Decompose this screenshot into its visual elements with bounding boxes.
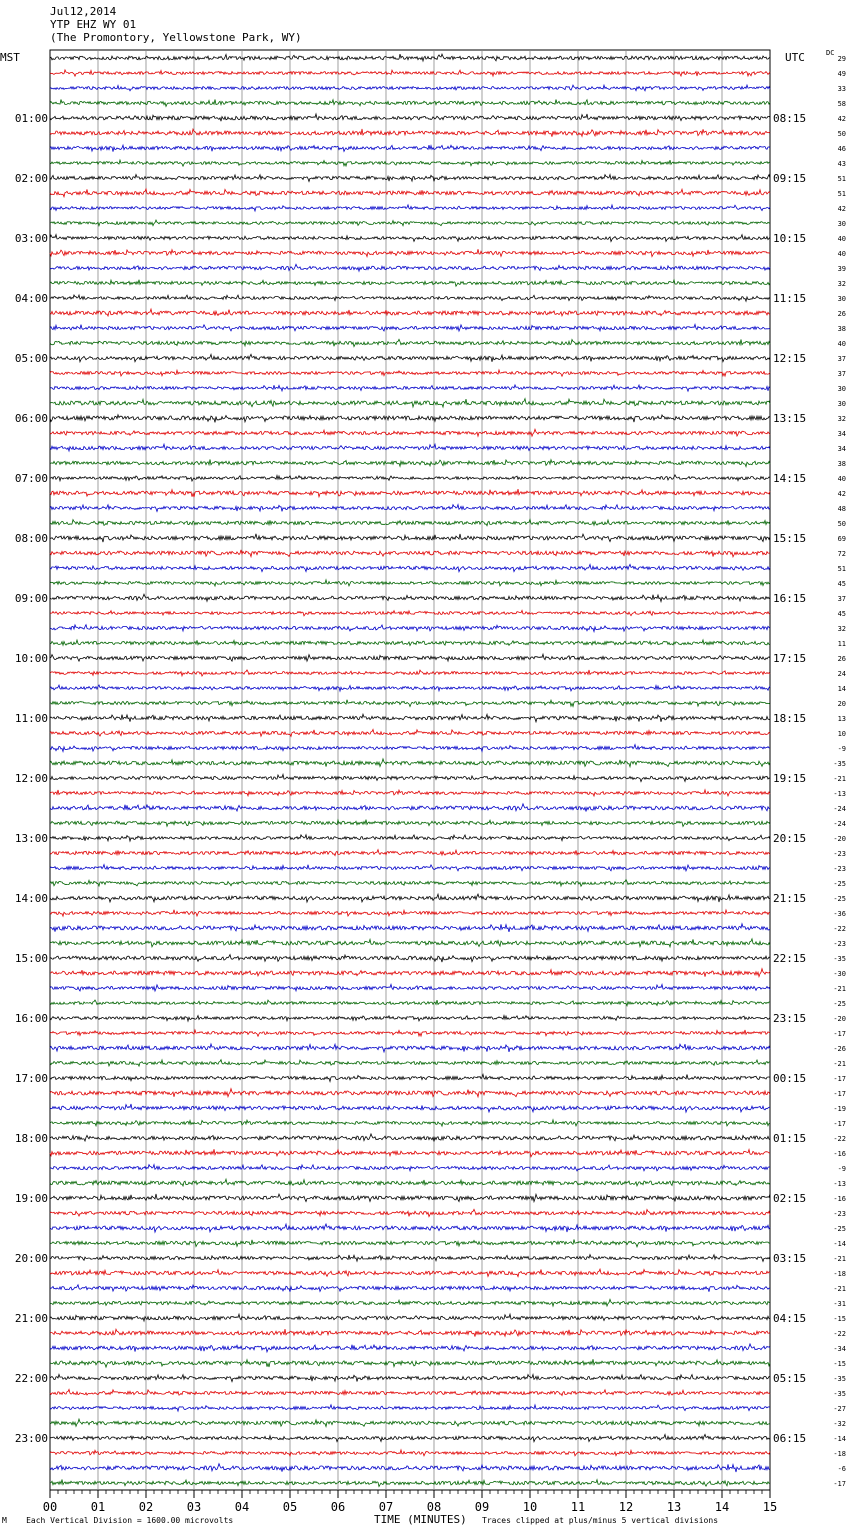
dc-offset-label: 13 xyxy=(837,715,846,723)
dc-offset-label: -25 xyxy=(833,880,846,888)
scale-note xyxy=(2,1516,233,1525)
seismic-trace xyxy=(50,685,770,691)
seismic-trace xyxy=(50,520,770,526)
dc-offset-label: 11 xyxy=(837,640,846,648)
seismic-trace xyxy=(50,969,770,977)
dc-offset-label: 50 xyxy=(837,130,846,138)
x-tick-label: 09 xyxy=(474,1500,490,1514)
seismic-trace xyxy=(50,610,770,615)
clip-note: Traces clipped at plus/minus 5 vertical divisions xyxy=(482,1516,719,1525)
dc-offset-label: 39 xyxy=(837,265,846,273)
mst-hour-label: 17:00 xyxy=(14,1072,48,1085)
seismic-trace xyxy=(50,205,770,211)
dc-offset-label: -22 xyxy=(833,1135,846,1143)
seismic-trace xyxy=(50,804,770,812)
seismic-trace xyxy=(50,54,770,61)
seismic-trace xyxy=(50,1314,770,1321)
dc-offset-label: -17 xyxy=(833,1030,846,1038)
dc-offset-label: 48 xyxy=(837,505,846,513)
dc-offset-label: -13 xyxy=(833,1180,846,1188)
dc-offset-label: -21 xyxy=(833,985,846,993)
seismic-trace xyxy=(50,1405,770,1411)
mst-hour-label: 18:00 xyxy=(14,1132,48,1145)
utc-hour-label: 14:15 xyxy=(773,472,807,485)
dc-offset-label: -26 xyxy=(833,1045,846,1053)
dc-offset-label: 51 xyxy=(837,175,846,183)
corner-mark: M xyxy=(2,1516,7,1525)
x-tick-label: 03 xyxy=(186,1500,202,1514)
dc-offset-label: -23 xyxy=(833,865,846,873)
utc-hour-label: 18:15 xyxy=(773,712,807,725)
seismic-trace xyxy=(50,1074,770,1081)
dc-offset-label: -25 xyxy=(833,1000,846,1008)
dc-offset-label: -6 xyxy=(837,1465,846,1473)
mst-hour-label: 05:00 xyxy=(14,352,48,365)
seismic-trace xyxy=(50,534,770,542)
dc-offset-label: 30 xyxy=(837,385,846,393)
dc-offset-label: -34 xyxy=(833,1345,846,1353)
dc-offset-label: -17 xyxy=(833,1075,846,1083)
seismic-trace xyxy=(50,324,770,331)
dc-offset-label: 40 xyxy=(837,340,846,348)
seismic-trace xyxy=(50,1450,770,1456)
seismic-trace xyxy=(50,1209,770,1216)
utc-hour-label: 09:15 xyxy=(773,172,807,185)
seismic-trace xyxy=(50,505,770,512)
dc-offset-label: 24 xyxy=(837,670,846,678)
dc-offset-label: 26 xyxy=(837,310,846,318)
x-tick-label: 06 xyxy=(330,1500,346,1514)
dc-offset-label: -36 xyxy=(833,910,846,918)
seismic-trace xyxy=(50,339,770,346)
utc-hour-label: 23:15 xyxy=(773,1012,807,1025)
seismic-trace xyxy=(50,415,770,423)
x-tick-label: 04 xyxy=(234,1500,250,1514)
utc-hour-label: 15:15 xyxy=(773,532,807,545)
seismic-trace xyxy=(50,939,770,947)
dc-offset-label: -25 xyxy=(833,1225,846,1233)
seismic-trace xyxy=(50,835,770,841)
dc-offset-label: 58 xyxy=(837,100,846,108)
utc-hour-label: 13:15 xyxy=(773,412,807,425)
dc-offset-label: 72 xyxy=(837,550,846,558)
seismic-trace xyxy=(50,1374,770,1381)
dc-offset-label: 32 xyxy=(837,625,846,633)
dc-offset-label: -35 xyxy=(833,760,846,768)
x-tick-label: 11 xyxy=(570,1500,586,1514)
utc-hour-label: 11:15 xyxy=(773,292,807,305)
seismic-trace xyxy=(50,1434,770,1441)
seismic-trace xyxy=(50,1194,770,1202)
dc-offset-label: 10 xyxy=(837,730,846,738)
mst-hour-label: 21:00 xyxy=(14,1312,48,1325)
dc-offset-label: 30 xyxy=(837,295,846,303)
dc-offset-label: 34 xyxy=(837,445,846,453)
dc-offset-label: -13 xyxy=(833,790,846,798)
seismic-trace xyxy=(50,370,770,376)
seismic-trace xyxy=(50,85,770,91)
mst-hour-label: 16:00 xyxy=(14,1012,48,1025)
seismic-trace xyxy=(50,580,770,586)
seismic-trace xyxy=(50,1030,770,1036)
seismic-trace xyxy=(50,264,770,271)
dc-offset-label: 26 xyxy=(837,655,846,663)
seismic-trace xyxy=(50,729,770,736)
dc-offset-label: -24 xyxy=(833,820,846,828)
x-tick-label: 12 xyxy=(618,1500,634,1514)
dc-offset-label: 50 xyxy=(837,520,846,528)
seismic-trace xyxy=(50,924,770,932)
utc-hour-label: 22:15 xyxy=(773,952,807,965)
mst-hour-label: 07:00 xyxy=(14,472,48,485)
station-code: YTP EHZ WY 01 xyxy=(50,18,137,31)
seismic-trace xyxy=(50,1480,770,1487)
seismic-trace xyxy=(50,865,770,871)
seismic-trace xyxy=(50,475,770,481)
dc-offset-label: 40 xyxy=(837,250,846,258)
mst-hour-label: 20:00 xyxy=(14,1252,48,1265)
dc-offset-label: -15 xyxy=(833,1315,846,1323)
seismic-trace xyxy=(50,820,770,827)
x-tick-label: 00 xyxy=(42,1500,58,1514)
seismic-trace xyxy=(50,429,770,436)
seismic-trace xyxy=(50,309,770,316)
seismic-trace xyxy=(50,1016,770,1022)
right-timezone-label: UTC xyxy=(785,51,805,64)
dc-offset-label: -15 xyxy=(833,1360,846,1368)
utc-hour-label: 06:15 xyxy=(773,1432,807,1445)
x-axis-title: TIME (MINUTES) xyxy=(374,1513,467,1526)
dc-offset-label: -35 xyxy=(833,955,846,963)
seismic-trace xyxy=(50,910,770,917)
dc-offset-label: -32 xyxy=(833,1420,846,1428)
dc-offset-label: -22 xyxy=(833,925,846,933)
dc-offset-label: 49 xyxy=(837,70,846,78)
seismic-trace xyxy=(50,745,770,752)
dc-offset-label: -14 xyxy=(833,1435,846,1443)
mst-hour-label: 22:00 xyxy=(14,1372,48,1385)
seismic-trace xyxy=(50,1104,770,1112)
dc-offset-label: 43 xyxy=(837,160,846,168)
seismic-trace xyxy=(50,160,770,166)
seismic-trace xyxy=(50,984,770,991)
seismic-trace xyxy=(50,1344,770,1352)
seismic-trace xyxy=(50,654,770,661)
seismic-trace xyxy=(50,1269,770,1277)
seismic-trace xyxy=(50,850,770,856)
seismic-trace xyxy=(50,114,770,121)
seismic-trace xyxy=(50,1329,770,1337)
dc-offset-label: -18 xyxy=(833,1450,846,1458)
seismic-trace xyxy=(50,220,770,226)
dc-offset-label: 45 xyxy=(837,580,846,588)
seismic-trace xyxy=(50,399,770,408)
seismic-trace xyxy=(50,444,770,451)
dc-offset-label: 30 xyxy=(837,220,846,228)
dc-offset-label: 42 xyxy=(837,115,846,123)
dc-offset-label: 38 xyxy=(837,325,846,333)
seismic-trace xyxy=(50,550,770,557)
seismic-trace xyxy=(50,700,770,707)
dc-offset-label: 51 xyxy=(837,190,846,198)
seismic-trace xyxy=(50,1464,770,1472)
dc-offset-label: -35 xyxy=(833,1375,846,1383)
utc-hour-label: 01:15 xyxy=(773,1132,807,1145)
dc-offset-label: -27 xyxy=(833,1405,846,1413)
x-tick-label: 07 xyxy=(378,1500,394,1514)
utc-hour-label: 04:15 xyxy=(773,1312,807,1325)
utc-hour-label: 05:15 xyxy=(773,1372,807,1385)
dc-offset-label: 45 xyxy=(837,610,846,618)
mst-hour-label: 15:00 xyxy=(14,952,48,965)
dc-offset-label: -35 xyxy=(833,1390,846,1398)
dc-offset-label: 42 xyxy=(837,490,846,498)
dc-offset-label: 34 xyxy=(837,430,846,438)
dc-offset-label: -30 xyxy=(833,970,846,978)
dc-offset-label: -16 xyxy=(833,1195,846,1203)
seismic-trace xyxy=(50,1149,770,1157)
dc-offset-label: -17 xyxy=(833,1120,846,1128)
dc-offset-label: 37 xyxy=(837,355,846,363)
dc-offset-label: 29 xyxy=(837,55,846,63)
seismic-trace xyxy=(50,670,770,676)
seismic-trace xyxy=(50,1000,770,1006)
utc-hour-label: 21:15 xyxy=(773,892,807,905)
utc-hour-label: 03:15 xyxy=(773,1252,807,1265)
seismic-trace xyxy=(50,1134,770,1142)
dc-offset-header: DC xyxy=(826,49,835,57)
seismic-trace xyxy=(50,1044,770,1052)
seismic-trace xyxy=(50,1179,770,1186)
seismic-trace xyxy=(50,1224,770,1232)
x-tick-label: 13 xyxy=(666,1500,682,1514)
x-tick-label: 15 xyxy=(762,1500,778,1514)
seismic-trace xyxy=(50,640,770,646)
seismic-trace xyxy=(50,70,770,76)
dc-offset-label: 38 xyxy=(837,460,846,468)
mst-hour-label: 06:00 xyxy=(14,412,48,425)
seismic-trace xyxy=(50,564,770,571)
seismic-trace xyxy=(50,594,770,601)
dc-offset-label: -17 xyxy=(833,1480,846,1488)
utc-hour-label: 17:15 xyxy=(773,652,807,665)
dc-offset-label: -23 xyxy=(833,940,846,948)
mst-hour-label: 13:00 xyxy=(14,832,48,845)
dc-offset-label: 20 xyxy=(837,700,846,708)
seismic-trace xyxy=(50,774,770,781)
seismic-trace xyxy=(50,129,770,137)
mst-hour-label: 02:00 xyxy=(14,172,48,185)
x-tick-label: 05 xyxy=(282,1500,298,1514)
dc-offset-label: -21 xyxy=(833,1255,846,1263)
seismic-trace xyxy=(50,385,770,391)
dc-offset-label: -31 xyxy=(833,1300,846,1308)
seismic-trace xyxy=(50,955,770,963)
dc-offset-label: -21 xyxy=(833,775,846,783)
seismic-trace xyxy=(50,1240,770,1247)
dc-offset-label: -24 xyxy=(833,805,846,813)
dc-offset-label: 32 xyxy=(837,415,846,423)
dc-offset-label: -25 xyxy=(833,895,846,903)
dc-offset-label: -23 xyxy=(833,1210,846,1218)
mst-hour-label: 14:00 xyxy=(14,892,48,905)
dc-offset-label: -17 xyxy=(833,1090,846,1098)
x-tick-label: 08 xyxy=(426,1500,442,1514)
dc-offset-label: 40 xyxy=(837,235,846,243)
utc-hour-label: 08:15 xyxy=(773,112,807,125)
utc-hour-label: 10:15 xyxy=(773,232,807,245)
seismic-trace xyxy=(50,880,770,887)
dc-offset-label: -16 xyxy=(833,1150,846,1158)
dc-offset-label: 37 xyxy=(837,370,846,378)
seismic-trace xyxy=(50,759,770,767)
utc-hour-label: 20:15 xyxy=(773,832,807,845)
dc-offset-label: 42 xyxy=(837,205,846,213)
seismic-trace xyxy=(50,1120,770,1126)
seismic-trace xyxy=(50,175,770,182)
seismic-trace xyxy=(50,459,770,466)
utc-hour-label: 12:15 xyxy=(773,352,807,365)
utc-hour-label: 19:15 xyxy=(773,772,807,785)
mst-hour-label: 11:00 xyxy=(14,712,48,725)
dc-offset-label: 32 xyxy=(837,280,846,288)
seismic-trace xyxy=(50,145,770,152)
seismic-trace xyxy=(50,189,770,197)
station-location: (The Promontory, Yellowstone Park, WY) xyxy=(50,31,302,44)
x-tick-label: 02 xyxy=(138,1500,154,1514)
seismic-trace xyxy=(50,280,770,287)
seismic-trace xyxy=(50,249,770,256)
x-tick-label: 14 xyxy=(714,1500,730,1514)
left-timezone-label: MST xyxy=(0,51,20,64)
dc-offset-label: -20 xyxy=(833,1015,846,1023)
dc-offset-label: -21 xyxy=(833,1060,846,1068)
seismic-trace xyxy=(50,354,770,362)
helicorder-date: Jul12,2014 xyxy=(50,5,117,18)
seismic-trace xyxy=(50,625,770,632)
dc-offset-label: -21 xyxy=(833,1285,846,1293)
dc-offset-label: -20 xyxy=(833,835,846,843)
seismic-trace xyxy=(50,1285,770,1292)
scale-note-text: Each Vertical Division = 1600.00 microvolts xyxy=(26,1516,234,1525)
mst-hour-label: 09:00 xyxy=(14,592,48,605)
seismic-trace xyxy=(50,235,770,242)
x-tick-label: 01 xyxy=(90,1500,106,1514)
seismic-trace xyxy=(50,1419,770,1426)
dc-offset-label: -19 xyxy=(833,1105,846,1113)
seismic-trace xyxy=(50,894,770,902)
seismic-trace xyxy=(50,489,770,497)
dc-offset-label: -22 xyxy=(833,1330,846,1338)
mst-hour-label: 01:00 xyxy=(14,112,48,125)
mst-hour-label: 04:00 xyxy=(14,292,48,305)
dc-offset-label: -9 xyxy=(837,1165,846,1173)
mst-hour-label: 10:00 xyxy=(14,652,48,665)
dc-offset-label: -18 xyxy=(833,1270,846,1278)
seismic-trace xyxy=(50,99,770,106)
dc-offset-label: -14 xyxy=(833,1240,846,1248)
dc-offset-label: -9 xyxy=(837,745,846,753)
dc-offset-label: 51 xyxy=(837,565,846,573)
x-tick-label: 10 xyxy=(522,1500,538,1514)
dc-offset-label: 40 xyxy=(837,475,846,483)
seismic-trace xyxy=(50,1060,770,1066)
dc-offset-label: 30 xyxy=(837,400,846,408)
mst-hour-label: 23:00 xyxy=(14,1432,48,1445)
seismic-trace xyxy=(50,295,770,301)
seismic-trace xyxy=(50,1089,770,1097)
mst-hour-label: 12:00 xyxy=(14,772,48,785)
utc-hour-label: 00:15 xyxy=(773,1072,807,1085)
dc-offset-label: 69 xyxy=(837,535,846,543)
dc-offset-label: 33 xyxy=(837,85,846,93)
seismic-trace xyxy=(50,1299,770,1306)
dc-offset-label: 37 xyxy=(837,595,846,603)
seismic-trace xyxy=(50,1389,770,1395)
utc-hour-label: 16:15 xyxy=(773,592,807,605)
mst-hour-label: 03:00 xyxy=(14,232,48,245)
dc-offset-label: -23 xyxy=(833,850,846,858)
dc-offset-label: 46 xyxy=(837,145,846,153)
seismic-trace xyxy=(50,1165,770,1171)
seismic-trace xyxy=(50,790,770,796)
seismic-trace xyxy=(50,1359,770,1367)
dc-offset-label: 14 xyxy=(837,685,846,693)
seismic-trace xyxy=(50,714,770,722)
mst-hour-label: 08:00 xyxy=(14,532,48,545)
utc-hour-label: 02:15 xyxy=(773,1192,807,1205)
mst-hour-label: 19:00 xyxy=(14,1192,48,1205)
seismic-trace xyxy=(50,1255,770,1262)
